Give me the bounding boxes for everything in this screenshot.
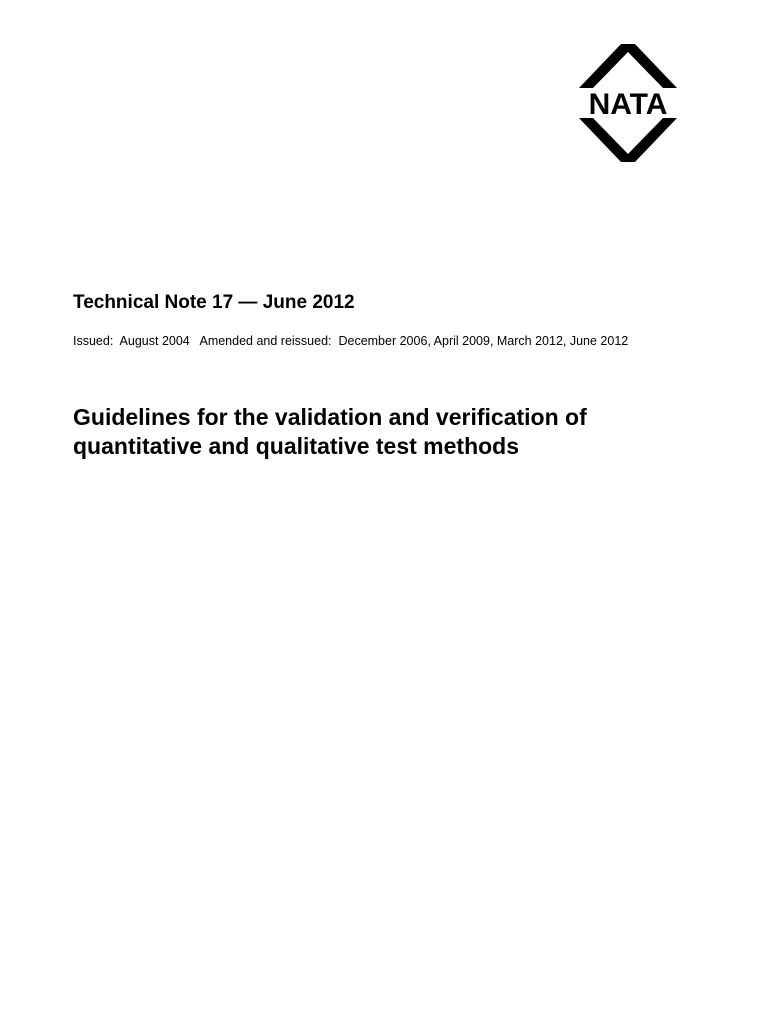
document-title-line-1: Guidelines for the validation and verification of — [73, 404, 587, 430]
document-title-line-2: quantitative and qualitative test methods — [73, 433, 520, 459]
issue-dates: Issued: August 2004 Amended and reissued: December 2006, April 2009, March 2012, June 2012 — [73, 334, 629, 348]
technical-note-id: Technical Note 17 — June 2012 — [73, 292, 355, 313]
document-title — [73, 403, 713, 461]
nata-diamond-icon — [574, 38, 694, 170]
nata-logo — [574, 38, 694, 170]
logo-wordmark: NATA — [588, 88, 668, 121]
